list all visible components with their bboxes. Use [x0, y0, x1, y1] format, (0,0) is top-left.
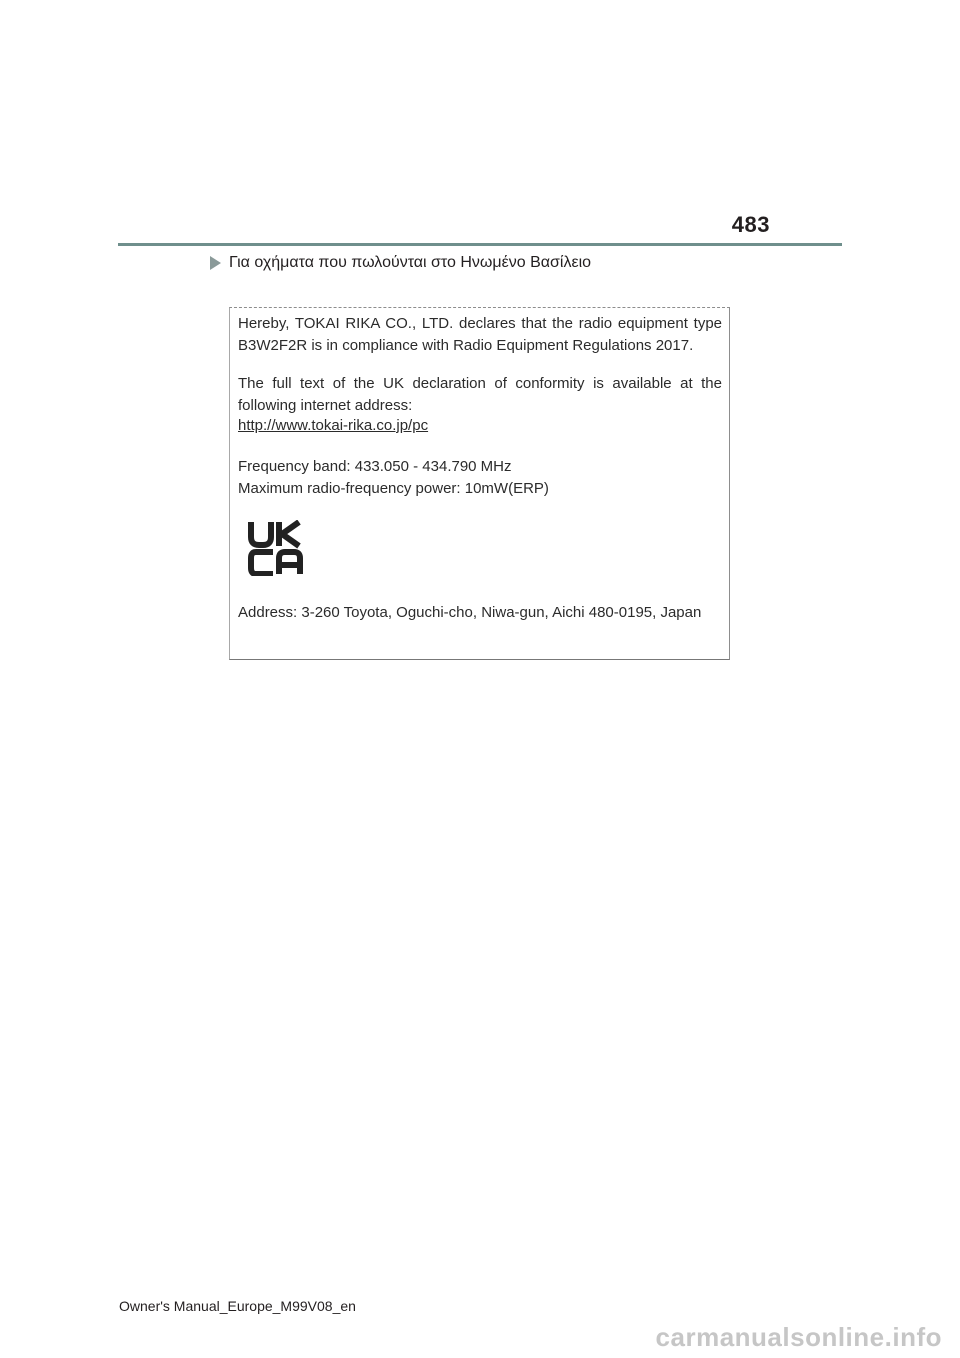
manufacturer-address: Address: 3-260 Toyota, Oguchi-cho, Niwa-gun, Aichi 480-0195, Japan [238, 604, 702, 621]
section-heading-text: Για οχήματα που πωλούνται στο Ηνωμένο Βασίλειο [229, 254, 592, 271]
frequency-band: Frequency band: 433.050 - 434.790 MHz [238, 458, 512, 475]
declaration-line-1: Hereby, TOKAI RIKA CO., LTD. declares that the radio equipment type [238, 315, 722, 332]
declaration-line-4: following internet address: [238, 397, 413, 414]
declaration-url[interactable]: http://www.tokai-rika.co.jp/pc [238, 417, 429, 434]
section-heading [210, 254, 591, 272]
declaration-line-2: B3W2F2R is in compliance with Radio Equipment Regulations 2017. [238, 337, 694, 354]
header-rule [118, 243, 842, 246]
declaration-box [229, 307, 730, 660]
page-footer: Owner's Manual_Europe_M99V08_en [119, 1298, 356, 1314]
page-number: 483 [731, 212, 770, 237]
watermark: carmanualsonline.info [655, 1322, 942, 1352]
triangle-bullet-icon [210, 256, 221, 270]
declaration-line-3: The full text of the UK declaration of conformity is available at the [238, 375, 722, 392]
ukca-logo [246, 520, 304, 576]
max-rf-power: Maximum radio-frequency power: 10mW(ERP) [238, 480, 549, 497]
